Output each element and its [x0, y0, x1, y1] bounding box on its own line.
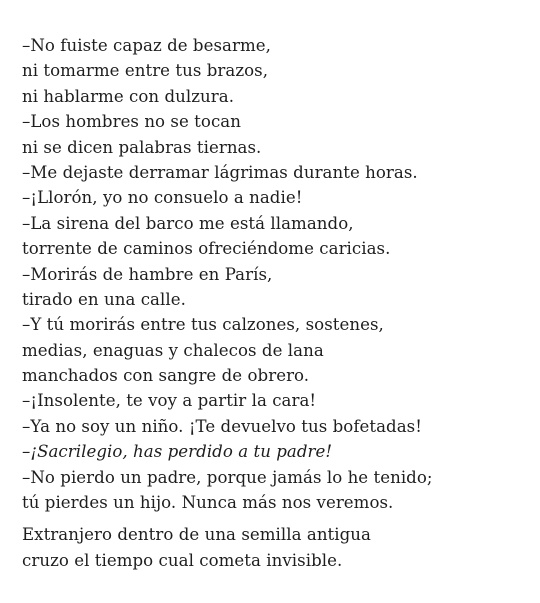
poem-line: torrente de caminos ofreciéndome caricias. — [22, 239, 391, 259]
poem-line: medias, enaguas y chalecos de lana — [22, 340, 324, 360]
poem-line: Extranjero dentro de una semilla antigua — [22, 525, 371, 545]
poem-line: –No pierdo un padre, porque jamás lo he tenido; — [22, 467, 433, 487]
poem-line: –Ya no soy un niño. ¡Te devuelvo tus bofetadas! — [22, 416, 422, 436]
poem-line: tirado en una calle. — [22, 289, 186, 309]
stanza-dialogue — [22, 33, 532, 515]
poem-line: ni hablarme con dulzura. — [22, 86, 235, 106]
poem-line: –No fuiste capaz de besarme, — [22, 36, 271, 55]
poem-line: tú pierdes un hijo. Nunca más nos veremos. — [22, 493, 394, 513]
poem-line: ni se dicen palabras tiernas. — [22, 137, 262, 157]
poem-line: –¡Insolente, te voy a partir la cara! — [22, 391, 317, 411]
poem-line: ni tomarme entre tus brazos, — [22, 61, 269, 81]
poem-page — [22, 33, 532, 573]
poem-line-italic: –¡Sacrilegio, has perdido a tu padre! — [22, 442, 333, 462]
stanza-closing — [22, 522, 532, 573]
poem-line: –Morirás de hambre en París, — [22, 264, 273, 284]
poem-line: –¡Llorón, yo no consuelo a nadie! — [22, 188, 303, 208]
poem-line: –Y tú morirás entre tus calzones, sostenes, — [22, 315, 384, 335]
poem-line: –La sirena del barco me está llamando, — [22, 213, 354, 233]
poem-line: –Los hombres no se tocan — [22, 112, 241, 132]
poem-line: cruzo el tiempo cual cometa invisible. — [22, 550, 343, 570]
poem-line: manchados con sangre de obrero. — [22, 366, 310, 386]
poem-line: –Me dejaste derramar lágrimas durante horas. — [22, 162, 418, 182]
